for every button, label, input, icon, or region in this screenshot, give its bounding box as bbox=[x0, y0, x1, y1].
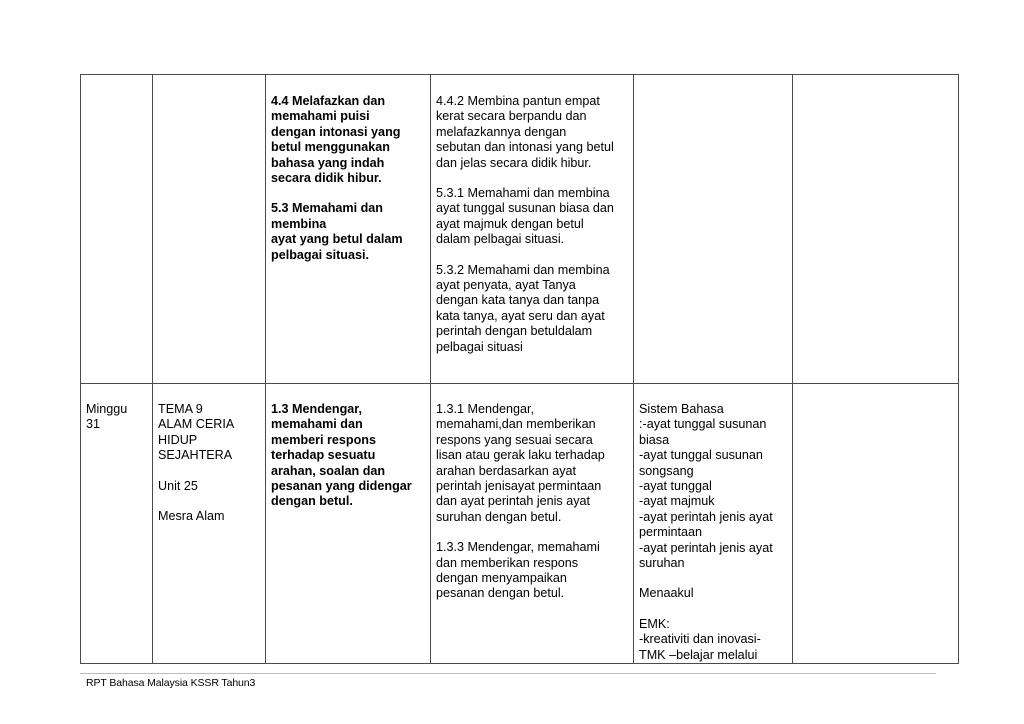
standard-pembelajaran-1-3-1: 1.3.1 Mendengar, memahami,dan memberikan respons yang sesuai secara lisan atau gerak laku terhadap arahan berdasarkan ayat perintah jenisayat permintaan dan ayat perintah jenis ayat suruhan dengan betul. bbox=[436, 402, 605, 524]
standard-pembelajaran-4-4-2: 4.4.2 Membina pantun empat kerat secara berpandu dan melafazkannya dengan sebutan dan intonasi yang betul dan jelas secara didik hibur. bbox=[436, 94, 614, 170]
standard-pembelajaran-cell bbox=[431, 75, 634, 384]
standard-pembelajaran-1-3-3: 1.3.3 Mendengar, memahami dan memberikan respons dengan menyampaikan pesanan dengan betul. bbox=[436, 540, 600, 601]
catatan-sistem-bahasa: Sistem Bahasa :-ayat tunggal susunan biasa -ayat tunggal susunan songsang -ayat tunggal -ayat majmuk -ayat perintah jenis ayat permintaan -ayat perintah jenis ayat suruhan bbox=[639, 402, 773, 571]
unit-label: Unit 25 bbox=[158, 478, 198, 493]
standard-pembelajaran-5-3-2: 5.3.2 Memahami dan membina ayat penyata, ayat Tanya dengan kata tanya dan tanpa kata tanya, ayat seru dan ayat perintah dengan betuldalam pelbagai situasi bbox=[436, 262, 610, 354]
standard-kandungan-5-3: 5.3 Memahami dan membina ayat yang betul dalam pelbagai situasi. bbox=[271, 201, 403, 262]
tajuk-label: Mesra Alam bbox=[158, 509, 225, 524]
refleksi-cell bbox=[793, 384, 959, 664]
standard-kandungan-cell bbox=[266, 384, 431, 664]
tema-cell bbox=[153, 384, 266, 664]
standard-kandungan-cell bbox=[266, 75, 431, 384]
catatan-cell bbox=[634, 75, 793, 384]
minggu-cell bbox=[81, 384, 153, 664]
rpt-table bbox=[80, 74, 959, 664]
page-footer: RPT Bahasa Malaysia KSSR Tahun3 bbox=[86, 677, 256, 689]
catatan-menaakul: Menaakul bbox=[639, 586, 694, 601]
refleksi-cell bbox=[793, 75, 959, 384]
table-row bbox=[81, 384, 959, 664]
standard-kandungan-1-3: 1.3 Mendengar, memahami dan memberi respons terhadap sesuatu arahan, soalan dan pesanan yang didengar dengan betul. bbox=[271, 402, 412, 509]
catatan-emk: EMK: -kreativiti dan inovasi- TMK –belajar melalui bbox=[639, 616, 761, 662]
table-row bbox=[81, 75, 959, 384]
minggu-cell bbox=[81, 75, 153, 384]
tema-label: TEMA 9 ALAM CERIA HIDUP SEJAHTERA bbox=[158, 402, 235, 463]
standard-pembelajaran-cell bbox=[431, 384, 634, 664]
catatan-cell bbox=[634, 384, 793, 664]
standard-pembelajaran-5-3-1: 5.3.1 Memahami dan membina ayat tunggal susunan biasa dan ayat majmuk dengan betul dalam pelbagai situasi. bbox=[436, 186, 614, 247]
standard-kandungan-4-4: 4.4 Melafazkan dan memahami puisi dengan intonasi yang betul menggunakan bahasa yang indah secara didik hibur. bbox=[271, 94, 401, 186]
tema-cell bbox=[153, 75, 266, 384]
minggu-label: Minggu 31 bbox=[86, 402, 128, 432]
footer-divider bbox=[80, 673, 936, 674]
